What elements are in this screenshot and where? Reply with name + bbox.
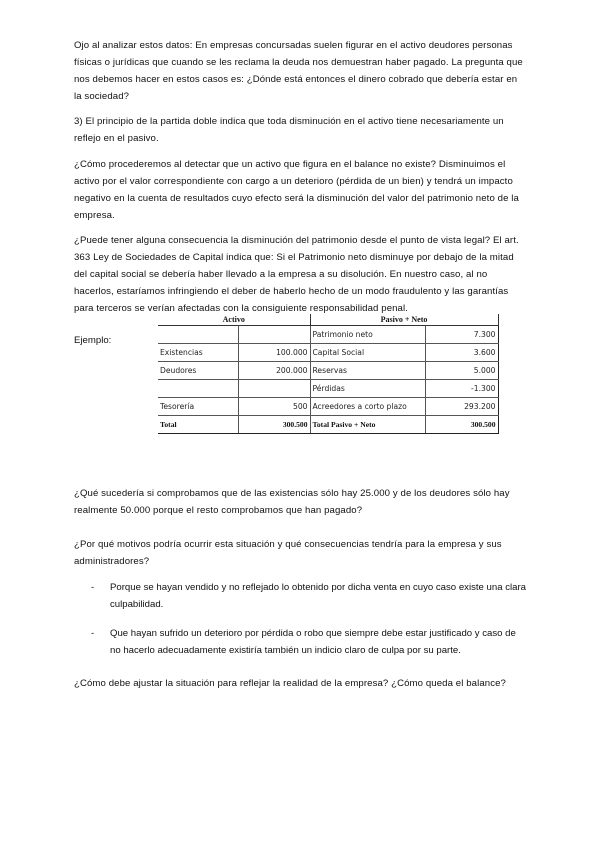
list-item <box>91 625 527 659</box>
pasivo-value: -1.300 <box>425 380 498 398</box>
paragraph-deudores-warning: Ojo al analizar estos datos: En empresas concursadas suelen figurar en el activo deudores personas físicas o jurídicas que cuando se les reclama la deuda nos demuestran haber pagado. La pregunta que nos debemos hacer en estos casos es: ¿Dónde está entonces el dinero cobrado que debería estar en la sociedad? <box>74 40 523 102</box>
bullet-text: Porque se hayan vendido y no reflejado lo obtenido por dicha venta en cuyo caso existe una clara culpabilidad. <box>110 582 527 610</box>
paragraph-consecuencia-legal: ¿Puede tener alguna consecuencia la disminución del patrimonio desde el punto de vista legal? El art. 363 Ley de Sociedades de Capital indica que: Si el Patrimonio neto disminuye por debajo de la mitad del capital social se debería haber llevado a la empresa a su disolución. En nuestro caso, al no hacerlos, estaríamos infringiendo el deber de haberlo hecho de un modo fraudulento y las garantías para terceros se verían afectadas con la consiguiente responsabilidad penal. <box>74 235 519 314</box>
activo-total-value: 300.500 <box>238 416 310 434</box>
activo-value <box>238 380 310 398</box>
balance-table <box>158 314 498 438</box>
bullet-text: Que hayan sufrido un deterioro por pérdida o robo que siempre debe estar justificado y caso de no hacerlo adecuadamente existiría también un indicio claro de culpa por su parte. <box>110 628 516 656</box>
activo-value: 200.000 <box>238 362 310 380</box>
balance-grid <box>158 314 499 434</box>
table-row <box>158 398 498 416</box>
activo-label: Existencias <box>158 344 238 362</box>
activo-label: Deudores <box>158 362 238 380</box>
pasivo-header: Pasivo + Neto <box>310 314 498 326</box>
paragraph-question-ajuste: ¿Cómo debe ajustar la situación para reflejar la realidad de la empresa? ¿Cómo queda el balance? <box>74 678 506 689</box>
paragraph-question-existencias: ¿Qué sucedería si comprobamos que de las existencias sólo hay 25.000 y de los deudores sólo hay realmente 50.000 porque el resto comprobamos que han pagado? <box>74 488 510 516</box>
activo-total-label: Total <box>158 416 238 434</box>
table-row <box>158 344 498 362</box>
paragraph-procedimiento: ¿Cómo procederemos al detectar que un activo que figura en el balance no existe? Disminuimos el activo por el valor correspondiente con cargo a un deterioro (pérdida de un bien) y tendrá un impacto negativo en la cuenta de resultados cuyo efecto será la disminución del valor del patrimonio neto de la empresa. <box>74 159 519 221</box>
pasivo-value: 3.600 <box>425 344 498 362</box>
list-item <box>91 579 527 613</box>
table-row <box>158 380 498 398</box>
pasivo-label: Acreedores a corto plazo <box>310 398 425 416</box>
bullet-dash: - <box>91 628 95 639</box>
activo-label <box>158 326 238 344</box>
activo-value: 500 <box>238 398 310 416</box>
activo-value <box>238 326 310 344</box>
total-row <box>158 416 498 434</box>
pasivo-total-value: 300.500 <box>425 416 498 434</box>
example-label: Ejemplo: <box>74 335 112 346</box>
activo-label <box>158 380 238 398</box>
pasivo-value: 293.200 <box>425 398 498 416</box>
pasivo-total-label: Total Pasivo + Neto <box>310 416 425 434</box>
activo-value: 100.000 <box>238 344 310 362</box>
pasivo-value: 7.300 <box>425 326 498 344</box>
pasivo-label: Patrimonio neto <box>310 326 425 344</box>
paragraph-partida-doble: 3) El principio de la partida doble indica que toda disminución en el activo tiene necesariamente un reflejo en el pasivo. <box>74 116 504 144</box>
bullet-dash: - <box>91 582 95 593</box>
pasivo-label: Pérdidas <box>310 380 425 398</box>
pasivo-value: 5.000 <box>425 362 498 380</box>
activo-header: Activo <box>158 314 310 326</box>
table-row <box>158 362 498 380</box>
table-row <box>158 326 498 344</box>
balance-header-row <box>158 314 498 326</box>
paragraph-question-motivos: ¿Por qué motivos podría ocurrir esta situación y qué consecuencias tendría para la empresa y sus administradores? <box>74 539 502 567</box>
pasivo-label: Capital Social <box>310 344 425 362</box>
activo-label: Tesorería <box>158 398 238 416</box>
pasivo-label: Reservas <box>310 362 425 380</box>
